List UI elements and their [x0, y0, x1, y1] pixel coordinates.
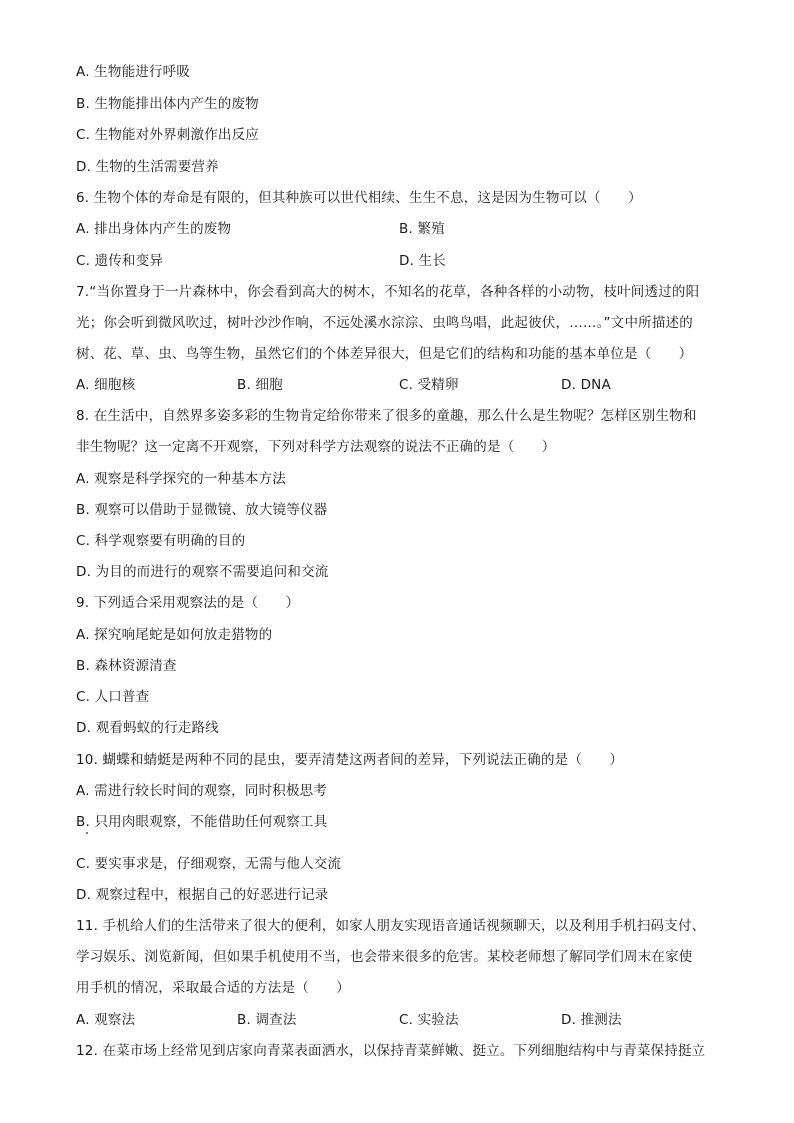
q7-option-b: B. 细胞 — [237, 377, 283, 393]
q11-stem-line-3: 用手机的情况，采取最合适的方法是（ ） — [76, 980, 350, 996]
q5-option-b: B. 生物能排出体内产生的废物 — [76, 96, 259, 112]
q7-option-a: A. 细胞核 — [76, 377, 136, 393]
q10-option-d: D. 观察过程中，根据自己的好恶进行记录 — [76, 887, 329, 903]
q9-option-c: C. 人口普查 — [76, 689, 150, 705]
q11-option-d: D. 推测法 — [561, 1012, 622, 1028]
q7-option-d: D. DNA — [561, 377, 611, 393]
q5-option-c: C. 生物能对外界刺激作出反应 — [76, 127, 260, 143]
q8-stem-line-2: 非生物呢？这一定离不开观察，下列对科学方法观察的说法不正确的是（ ） — [76, 439, 556, 455]
q8-option-b: B. 观察可以借助于显微镜、放大镜等仪器 — [76, 502, 328, 518]
q9-option-a: A. 探究响尾蛇是如何放走猎物的 — [76, 627, 273, 643]
q5-option-d: D. 生物的生活需要营养 — [76, 159, 219, 175]
q9-option-b: B. 森林资源清查 — [76, 658, 177, 674]
q6-option-b: B. 繁殖 — [399, 221, 445, 237]
q6-option-c: C. 遗传和变异 — [76, 253, 164, 269]
q9-option-d: D. 观看蚂蚁的行走路线 — [76, 720, 219, 736]
q7-stem-line-3: 树、花、草、虫、鸟等生物，虽然它们的个体差异很大，但是它们的结构和功能的基本单位是（ ） — [76, 346, 693, 362]
q7-option-c: C. 受精卵 — [399, 377, 459, 393]
q6-stem: 6. 生物个体的寿命是有限的，但其种族可以世代相续、生生不息，这是因为生物可以（ ） — [76, 190, 642, 206]
q8-option-d: D. 为目的而进行的观察不需要追问和交流 — [76, 564, 329, 580]
q11-option-a: A. 观察法 — [76, 1012, 136, 1028]
q10-option-a: A. 需进行较长时间的观察，同时积极思考 — [76, 783, 328, 799]
stray-dot-mark — [86, 832, 88, 834]
q8-option-a: A. 观察是科学探究的一种基本方法 — [76, 471, 286, 487]
q11-stem-line-1: 11. 手机给人们的生活带来了很大的便利，如家人朋友实现语音通话视频聊天，以及利用手机扫码支付、 — [76, 918, 706, 934]
q7-stem-line-2: 光；你会听到微风吹过，树叶沙沙作响，不远处溪水淙淙、虫鸣鸟唱，此起彼伏，……。”文中所描述的 — [76, 315, 693, 331]
q6-option-d: D. 生长 — [399, 253, 446, 269]
q7-stem-line-1: 7.“当你置身于一片森林中，你会看到高大的树木，不知名的花草，各种各样的小动物，枝叶间透过的阳 — [76, 284, 700, 300]
q11-option-c: C. 实验法 — [399, 1012, 459, 1028]
q9-stem: 9. 下列适合采用观察法的是（ ） — [76, 595, 300, 611]
q10-stem: 10. 蝴蝶和蜻蜓是两种不同的昆虫，要弄清楚这两者间的差异，下列说法正确的是（ ） — [76, 752, 624, 768]
q10-option-b: B. 只用肉眼观察，不能借助任何观察工具 — [76, 814, 328, 830]
q10-option-c: C. 要实事求是，仔细观察，无需与他人交流 — [76, 856, 342, 872]
q12-stem-line-1: 12. 在菜市场上经常见到店家向青菜表面洒水，以保持青菜鲜嫩、挺立。下列细胞结构中与青菜保持挺立 — [76, 1043, 706, 1059]
q11-stem-line-2: 学习娱乐、浏览新闻，但如果手机使用不当，也会带来很多的危害。某校老师想了解同学们周末在家使 — [76, 949, 693, 965]
q5-option-a: A. 生物能进行呼吸 — [76, 64, 191, 80]
q6-option-a: A. 排出身体内产生的废物 — [76, 221, 232, 237]
q8-stem-line-1: 8. 在生活中，自然界多姿多彩的生物肯定给你带来了很多的童趣，那么什么是生物呢？怎样区别生物和 — [76, 408, 697, 424]
q11-option-b: B. 调查法 — [237, 1012, 297, 1028]
q8-option-c: C. 科学观察要有明确的目的 — [76, 533, 246, 549]
